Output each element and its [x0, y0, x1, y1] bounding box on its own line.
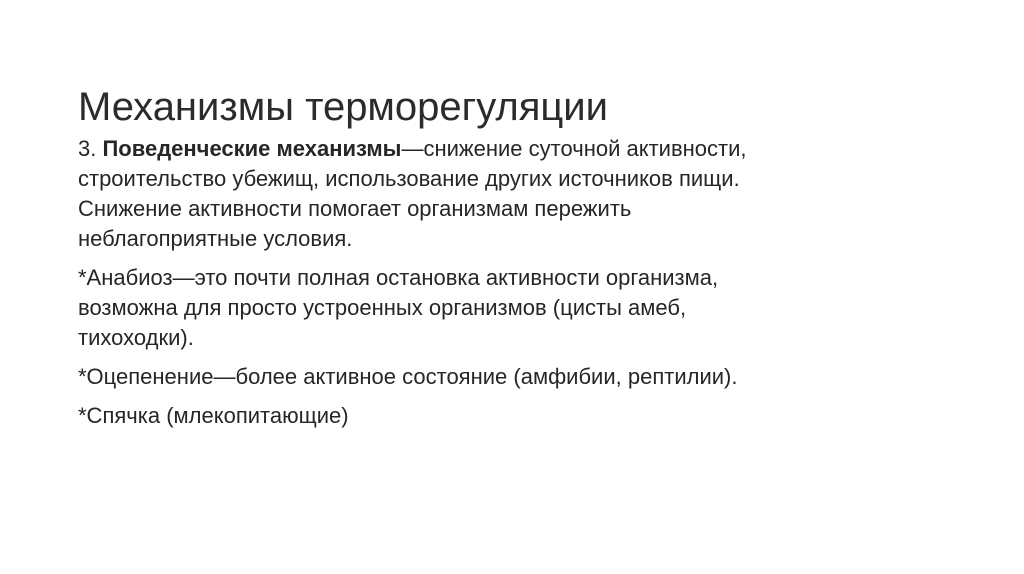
paragraph-line: Снижение активности помогает организмам пережить [78, 196, 632, 221]
paragraph-line: *Спячка (млекопитающие) [78, 403, 349, 428]
paragraph-behavioral-mechanisms [78, 134, 978, 254]
paragraph-line: возможна для просто устроенных организмов (цисты амеб, [78, 295, 687, 320]
paragraph-line: неблагоприятные условия. [78, 226, 353, 251]
paragraph-anabiosis [78, 263, 978, 353]
slide-title: Механизмы терморегуляции [78, 84, 608, 129]
paragraph-line: тихоходки). [78, 325, 194, 350]
slide-body [78, 134, 978, 440]
paragraph-line: *Анабиоз—это почти полная остановка активности организма, [78, 265, 719, 290]
bold-term: Поведенческие механизмы [102, 136, 402, 161]
paragraph-hibernation [78, 401, 978, 431]
paragraph-line: *Оцепенение—более активное состояние (амфибии, рептилии). [78, 364, 738, 389]
list-number: 3. [78, 136, 103, 161]
paragraph-torpor [78, 362, 978, 392]
paragraph-text: —снижение суточной активности, [401, 136, 747, 161]
paragraph-line [78, 134, 978, 164]
paragraph-line: строительство убежищ, использование других источников пищи. [78, 166, 740, 191]
